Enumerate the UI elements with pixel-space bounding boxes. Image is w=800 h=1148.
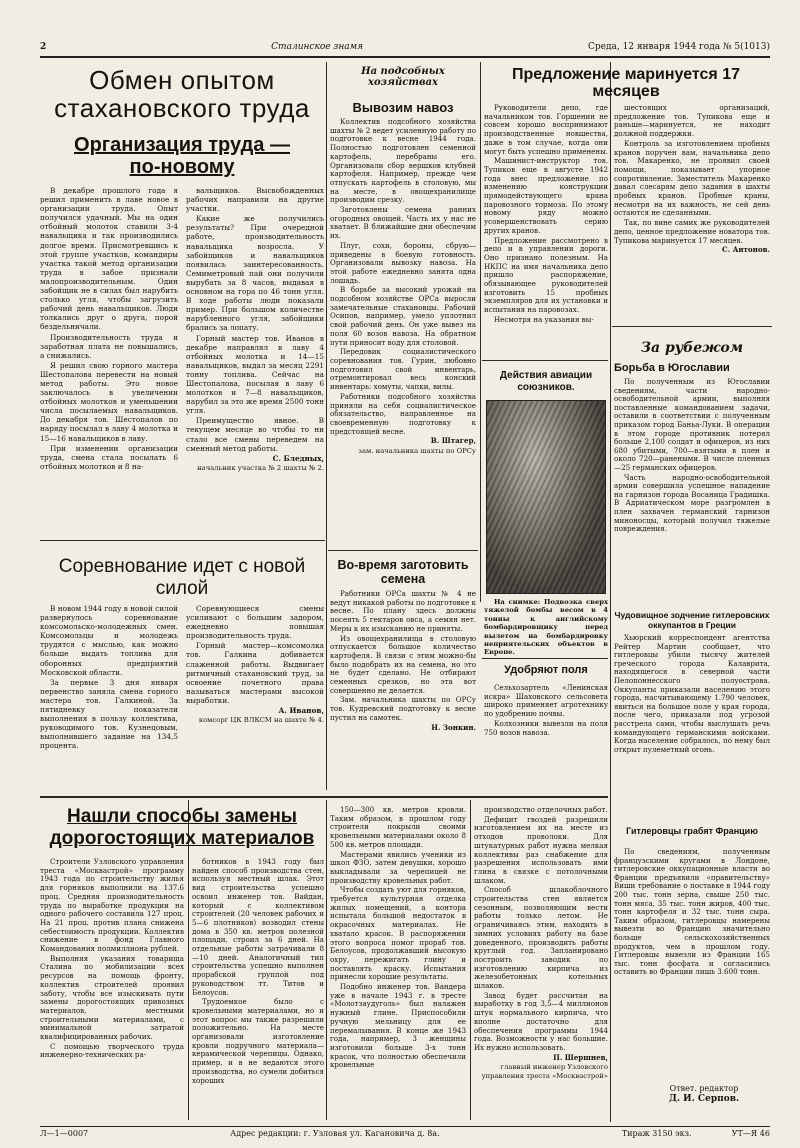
signature-title: начальник участка № 2 шахты № 2. [197,463,324,472]
article-title: Предложение маринуется 17 месяцев [512,66,740,100]
editor-name: Д. И. Серпов. [668,1094,740,1104]
signature: Н. Зонкин. [431,722,476,732]
paragraph: Коллектив подсобного хозяйства шахты № 2 ведет усиленную работу по подготовке к весне 1944 года. Полностью подготовлен семенной картофель, перебраны его. Организовали сбор вершков клубней картофеля. Например, прежде чем отпускать картофель в столовую, мы на месте, в овощехранилище производим срезку. [330,118,476,205]
paragraph: Горный мастер тов. Иванов в декабре направлял в лаву 4 отбойных молотка и 14—15 навальщиков, выдал за месяц 2291 тонну топлива. Сейчас на Шестопалова, посылая в лаву 6 молотков и 7—8 навальщиков, нарубил за это же время 2500 тонн угля. [186,333,324,416]
paragraph: Горный мастер—комсомолка тов. Галкина добивается слаженной работы. Выдвигает ритмичный стахановский труд, за освоение почетного права называться мастерами высокой выработки. [186,641,324,705]
paragraph: В декабре прошлого года я решил применить в лаве новое в организации труда. Опыт получился удачный. Мы на один отбойный молоток ставили 3-4 навальщика и так производились долгое время. Присмотревшись к этой группе участков, командиры участка такой метод организации труда в забое признали малопроизводительным. Один забойщик не в силах был нарубить столько угля, чтобы загрузить рабочий день навальщиков. Люди толкались друг о друга, порой бездельничали. [40,186,178,332]
paragraph: Соревнующиеся смены усиливают с большим задором, ежедневно повышая производительность труда. [186,604,324,641]
paragraph: В новом 1944 году в новой силой развернулось соревнование комсомольско-молодежных смен. Комсомольцы и молодежь трудятся с мыслью, как можно больше выдать топлива для оборонных предприятий Московской области. [40,604,178,677]
paragraph: В борьбе за высокий урожай на подсобном хозяйстве ОРСа выросли замечательные стахановцы. Рабочий Осипов, например, умело уплотнил свой рабочий день. Он уже вывез на поля 60 возов навоза. На обратном пути приносит воду для столовой. [330,285,476,347]
article-title: Чудовищное зодчение гитлеровских оккупантов в Греции [614,610,770,630]
article-divider [328,550,478,551]
signature: П. Шершнев, [553,1052,608,1062]
banner-line-1: Обмен опытом [89,65,275,95]
signature-title: главный инженер Узловского управления треста «Москвастрой» [481,1063,608,1081]
paragraph: Строители Узловского управления треста «Москвастрой» программу 1943 года по строительству жилья для горняков выполнили на 137.6 проц. Средняя производительность труда по выработке продукции на одного рабочего составила 127 проц. На 21 проц. против плана снижена себестоимость продукции. Коллектив снижение в фонд Главного Командования полмиллиона рублей. [40,858,184,954]
paragraph: С помощью творческого труда инженерно-технических ра- [40,1041,184,1060]
paragraph: ботников в 1943 году был найден способ производства стен, используя местный шлак. Этот вид строительства успешно освоил инженер тов. Вайдан, который с коллективом строителей (20 человек рабочих и 5—6 плотников) возводил стены дома в 350 кв. метров полезной площади, строил за 6 дней. На отдельные работы затрачивали 8—10 дней. Аналогичный тип строительства успешно выполнен прорабской группой под руководством тт. Титов и Белоусов. [192,858,324,997]
paragraph: По полученным из Югославии сведениям, части народно-освободительной армии, выполняя поставленные командованием задачи, оставили в соответствии с полученным приказом город Баньа-Луки. В операции в этом городе противник потерял больше 2,100 солдат и офицеров, из них 680 убитыми, 700—взятыми в плен и около 720—ранеными. В числе пленных—25 германских офицеров. [614,378,770,472]
article-title: Во-время заготовить семена [337,558,469,586]
paragraph: По сведениям, полученным французскими кругами в Лондоне, гитлеровские оккупационные власти во Франции предъявили «правительству» Виши требование о поставке в 1944 году 200 тыс. тонн зерна, свыше 250 тыс. тонн мяса, 35 тыс. тонн жиров, 400 тыс. тонн картофеля и 32 тыс. тонн сыра. Таким образом, гитлеровцы намерены вывезти во Францию значительно больше сельскохозяйственных продуктов, чем в прошлом году. Гитлеровцы вывезли из Франции 165 тыс. тонн фосфата и согласились оставить во Франции лишь 3.600 тонн. [614,848,770,977]
paragraph: Так, по вине самих же руководителей депо, ценное предложение новатора тов. Тупикова маринуется 17 месяцев. [614,218,770,245]
banner-title [40,66,324,122]
column-rule [480,62,481,602]
print-run: Тираж 3150 экз. [621,1129,692,1138]
title-line-2: дорогостоящих материалов [49,828,315,849]
rubric-label: За рубежом [640,340,744,356]
issue-date: Среда, 12 января 1944 года № 5(1013) [587,42,770,52]
article-title: Организация труда —по-новому [74,134,290,178]
paragraph: Зам. начальника шахты по ОРСу тов. Кудревский подготовку к весне пустил на самотек. [330,695,476,722]
signature: С. Бледных, [272,453,324,463]
paragraph: Я решил свою горного мастера Шестопалова перевести на новый метод работы. Это новое заключалось в увеличении отбойных молотков и уменьшении числа посылаемых навальщиков. До декабря тов. Шестопалов по наряду посылал в лаву 4 молотка и 15—16 навальщиков в лаву. [40,360,178,443]
paragraph: 150—300 кв. метров кровли. Таким образом, в прошлом году строители покрыли своими кровельными материалами около 8 500 кв. метров площади. [330,806,466,849]
article-title: Вывозим навоз [352,100,454,115]
rubric-label: На подсобных хозяйствах [361,66,445,88]
article-column [40,604,178,794]
signature: А. Иванов, [278,706,324,716]
signature-title: комсорг ЦК ВЛКСМ на шахте № 4. [198,716,324,725]
paragraph: Работники ОРСа шахты № 4 не ведут никакой работы по подготовке к весне. По плану здесь должны посеять 5 гектаров овса, а семян нет. Меры к их изысканию не приняты. [330,590,476,633]
article-column [330,118,476,550]
paragraph: Работники подсобного хозяйства приняли на себя социалистическое обязательство, направленное на своевременную подготовку к предстоящей весне. [330,391,476,436]
paper-name: Сталинское знамя [271,42,364,52]
paragraph: При изменении организации труда, смена стала посылать 6 отбойных молотков и 8 на- [40,443,178,471]
signature: В. Штагер, [430,436,476,446]
paragraph: Трудоемкое было с кровельными материалами, но и этот вопрос мы также разрешили положительно. На месте организовали изготовление кровли подручного материала—керамической черепицы. Однако, пример, и в не ведаются этого производства, но сумели добиться хороших [192,997,324,1085]
article-column [474,806,608,1124]
column-rule [610,62,611,1122]
paragraph: Дефицит гвоздей разрешили изготовлением их на месте из отходов проволоки. Для штукатурных работ нужна мелкая коллективы раз снабжение для разрешения использовать ими глина в связке с потолочными шлаком. [474,814,608,885]
page-header [40,38,770,58]
paragraph: Плуг, сохи, бороны, сбрую—приведены в боевую готовность. Организовали вывозку навоза. На этой работе ежедневно занята одна лошадь. [330,240,476,285]
paragraph: Часть народно-освободительной армии совершила успешное нападение на гарнизон города Восаница Градишка. В Адриатическом море разгромлен в плен захвачен германский гарнизон миноносцы, который получил тяжелые повреждения. [614,472,770,534]
paragraph: Мастерами явились ученики из школ ФЗО, затем девушки, хорошо выкладывали за черепицей не производству кровельных работ. [330,849,466,885]
paragraph: Какие же получились результаты? При очередной работе, производительность навальщика возросла. У забойщиков и навальщиков появилась заинтересованность. Семиметровый пай они получили вырубать за 8 часов, выдавая в основном на гора по 46 тонн угля. В ходе работы люди показали пример. При большом количестве нарубленного угля, забойщики брались за лопату. [186,214,324,333]
paragraph: производство отделочных работ. [484,806,608,814]
editor-label: Ответ. редактор [669,1084,739,1093]
article-column [186,604,324,794]
paragraph: Производительность труда и заработная плата не повышались, а снижались. [40,332,178,360]
signature-title: зам. начальника шахты по ОРСу [358,447,476,456]
article-divider [482,360,608,361]
print-code: Л—1—0007 [40,1129,89,1138]
signature: С. Антонов. [721,245,770,255]
page-footer [40,1126,770,1140]
paragraph: Выполняя указания товарища Сталина по мобилизации всех ресурсов на помощь фронту, коллектив строителей проявил заботу, чтобы все изыскивать пути замены дорогостоящих привозных материалов, местными строительными материалами, с минимальной затратой квалифицированных рабочих. [40,953,184,1042]
banner-line-2: стахановского труда [54,93,310,123]
paragraph: Руководители депо, где начальником тов. Горшенин не совсем хорошо воспринимают производственные новшества, даже в том случае, когда они могут быть успешно применены. [484,104,608,156]
paragraph: Из овощехранилища в столовую отпускается большое количество картофеля. В связи с этим можно-бы было подобрать их на семена, но это не будет сделано. Не отбирают семенных срезков, но эта вот совершенно не делается. [330,633,476,695]
paragraph: Несмотря на указания вы- [494,314,594,324]
paragraph: Способ шлакоблочного строительства стен является сезонным, позволяющим вести работы только летом. Не ограничиваясь этим, находить в зимних условиях работу на базе доведенного, производить работы круглый год. Запланировано построить заводик по изготовлению кирпича из железобетонных котельных шлаков. [474,885,608,991]
article-divider [612,326,772,327]
editor-block [640,1084,768,1104]
paragraph: Хьюрский корреспондент агентства Рейтер Мартин сообщает, что гитлеровцы убили тысячу жителей греческого города Калаврита, находящегося в северной части Пелопоннесского полуострова. Оккупанты приказали населению этого города, насчитывающему 1.790 человек, явиться на большое поле у края города, после чего, приказали под угрозой расстрела сами, чтобы выслушать речь командующего германскими войсками. Когда население собралось, по нему был открыт пулеметный огонь. [614,634,770,754]
article-column [614,104,770,324]
paragraph: Подобно инженер тов. Вандера уже в начале 1943 г. в тресте «Молотзаудуголь» был налажен нужный глине. Приспособили ручную мельницу для ее перемалывания. В конце же 1943 года, например, 3 женщины изготовили больше 3-х тонн красок, что полностью обеспечили кровельные [330,982,466,1070]
paragraph: Заготовлены семена ранних огородных овощей. Часть их у нас не хватает. В ближайшие дни обеспечим их. [330,205,476,241]
section-divider [40,796,608,798]
caption-text: На снимке: Подвозка сверх тяжелой бомбы весом в 4 тонны к английскому бомбардировщику перед вылетом на бомбардировку неприятельских объектов в Европе. [484,598,608,656]
article-divider [40,540,325,541]
paragraph: Предложение рассмотрено в депо и в управлении дороги. Оно признано полезным. На НКПС на имя начальника депо пришло распоряжение, обязывающее руководителей изготовить 15 пробных экземпляров для их установки и испытания на паровозах. [484,235,608,315]
photo-title: Действия авиации союзников. [499,370,593,393]
article-title [40,806,324,850]
paragraph: Чтобы создать уют для горняков, требуется культурная отделка жилых помещений, а контора испытала большой недостаток в окрасочных материалах. Не хватало красок. В распоряжении этого вопроса помог прораб тов. Белоусов, продолжавший высокую охру, пережигать глину и поставлять краску. Испытания принесли хорошие результаты. [330,885,466,982]
column-rule [326,800,327,1120]
article-column [330,590,476,792]
article-title: Соревнование идет с новой силой [58,556,306,599]
article-title: Борьба в Югославии [614,362,730,374]
order-code: УТ—Я 46 [731,1129,770,1138]
column-rule [326,62,327,790]
article-column [484,104,608,358]
article-title: Гитлеровцы грабят Францию [626,826,758,836]
paragraph: Сельхозартель «Ленинская искра» Шаховского сельсовета широко применяет агротехнику по удобрению почвы. [484,684,608,719]
article-column [330,806,466,1124]
paragraph: вальщиков. Высвобожденных рабочих направили на другие участки. [186,186,324,214]
article-column [484,684,608,794]
article-title: Удобряют поля [504,664,588,676]
paragraph: Завод будет рассчитан на выработку в год 3,5—4 миллионов штук нормального кирпича, что вполне достаточно для обеспечения программы 1944 года. Возможности у нас большие. Их нужно использовать. [474,990,608,1052]
article-column [186,186,324,536]
photo-caption [484,598,608,656]
article-column [614,378,770,604]
title-line-1: Нашли способы замены [66,806,298,827]
article-column [192,858,324,1124]
article-column [614,848,770,1078]
article-column [614,634,770,814]
paragraph: Колхозники вывезли на поля 750 возов навоза. [484,718,608,737]
paragraph: Преимущество явное. В текущем месяце во чтобы то ни стало все смены переведем на сменный метод работы. [186,416,324,453]
bomb-photo [486,400,606,594]
paragraph: Машинист-инструктор тов. Тупиков еще в августе 1942 года внес предложение по изменению конструкции прямодействующего крана паровозного тормоза. По этому новому ряду можно усовершенствовать серию других кранов. [484,156,608,235]
paragraph: За первые 3 дня января первенство заняла смена горного мастера тов. Галкиной. За пятидневку показатели выполнения в пользу коллектива, руководимого тов. Кузнецовым, выполнившего задание на 134,5 процента. [40,677,178,751]
article-column [40,186,178,536]
page-number: 2 [40,42,47,52]
article-divider [482,658,608,659]
editorial-address: Адрес редакции: г. Узловая ул. Кагановича д. 8а. [230,1129,440,1138]
article-column [40,858,184,1124]
paragraph: Передовик социалистического соревнования тов. Гурин, любовно подготовил свой инвентарь, отремонтировал весь конский инвентарь: хомуты, чапки, вилы. [330,347,476,392]
paragraph: Контроль за изготовлением пробных кранов поручен вам, начальника депо тов. Макаренко, не проявил своей помощи, показывает упорное сопротивление. Заместитель Макаренко давал слесарям депо задания в шахты пробных кранов. Пробные краны, несмотря на их важность, не сей день остаются не сделанными. [614,138,770,218]
column-rule [470,800,471,1120]
paragraph: шестоящих организаций, предложение тов. Тупикова еще и раньше—маринуется, не находит должной поддержки. [614,104,770,139]
